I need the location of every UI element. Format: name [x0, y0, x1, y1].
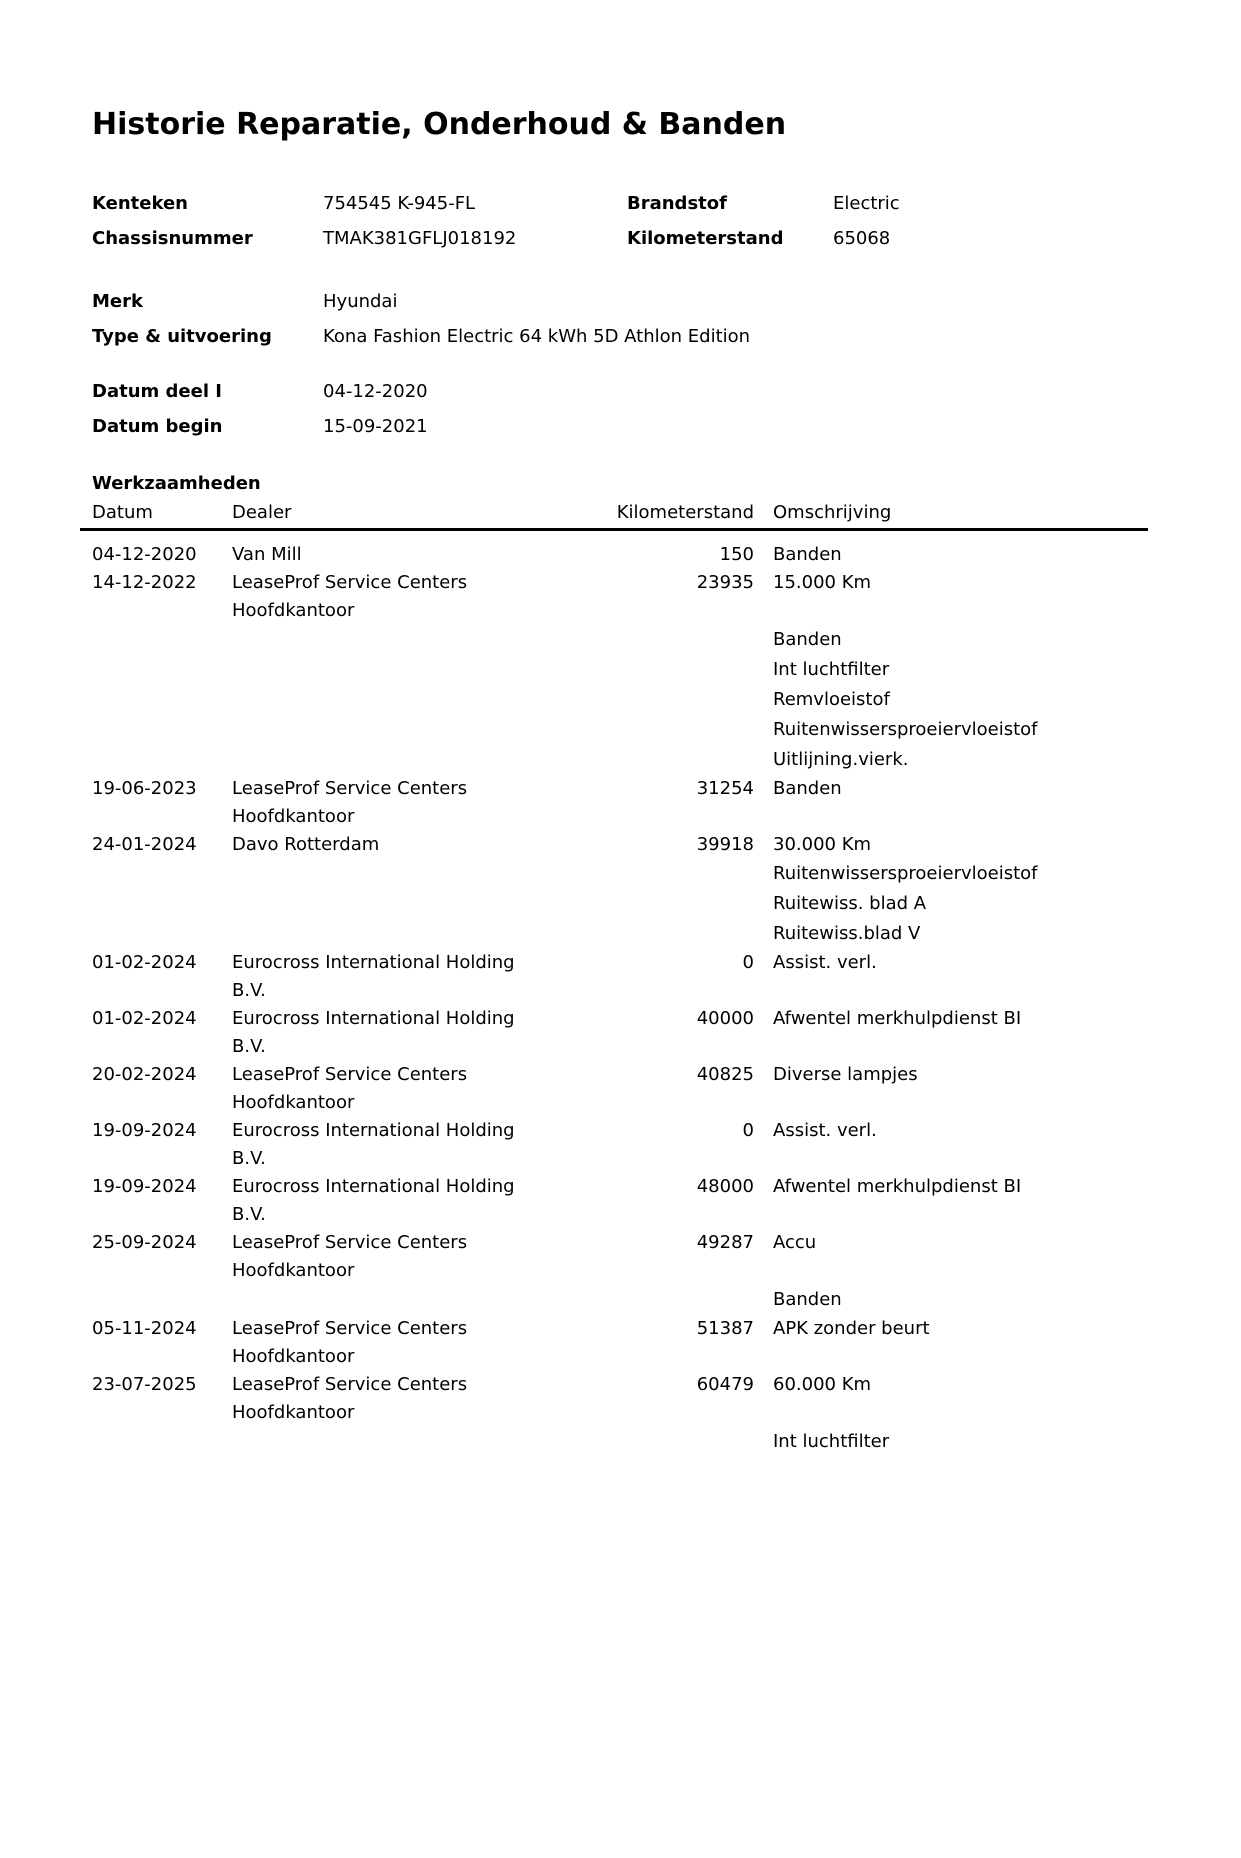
work-extra-line: Ruitewiss. blad A: [773, 893, 927, 914]
vehicle-identity-section: [92, 186, 1181, 256]
work-record: [92, 1315, 1148, 1371]
work-record: [92, 949, 1148, 1005]
work-omschrijving: Assist. verl.: [773, 1120, 877, 1141]
work-extra-line: Banden: [773, 1289, 842, 1310]
work-extra-lines: [92, 625, 1148, 775]
work-extra-line: Uitlijning.vierk.: [773, 749, 909, 770]
work-date: 20-02-2024: [92, 1064, 197, 1085]
work-omschrijving: Afwentel merkhulpdienst BI: [773, 1176, 1022, 1197]
work-kilometerstand: 40825: [696, 1064, 754, 1085]
work-kilometerstand: 0: [742, 1120, 754, 1141]
column-header-dealer: Dealer: [232, 502, 292, 523]
work-table-header-row: [92, 502, 1148, 524]
work-table-header: [80, 502, 1148, 531]
work-date: 05-11-2024: [92, 1318, 197, 1339]
work-kilometerstand: 0: [742, 952, 754, 973]
work-date: 01-02-2024: [92, 952, 197, 973]
work-record-main-row: [92, 1173, 1148, 1229]
work-omschrijving: Banden: [773, 778, 842, 799]
work-record: [92, 1005, 1148, 1061]
field-label: Merk: [92, 291, 143, 312]
info-row: [92, 186, 1181, 221]
field-label: Datum deel I: [92, 381, 222, 402]
column-header-datum: Datum: [92, 502, 153, 523]
info-row: [92, 221, 1181, 256]
work-extra-line: Banden: [773, 629, 842, 650]
work-dealer: Davo Rotterdam: [232, 834, 380, 855]
work-dealer: LeaseProf Service Centers Hoofdkantoor: [232, 778, 468, 827]
work-omschrijving: Diverse lampjes: [773, 1064, 918, 1085]
work-omschrijving: 60.000 Km: [773, 1374, 872, 1395]
vehicle-brand-section: [92, 284, 1181, 354]
work-record-main-row: [92, 1315, 1148, 1371]
work-omschrijving: APK zonder beurt: [773, 1318, 930, 1339]
work-kilometerstand: 150: [719, 544, 754, 565]
work-dealer: Eurocross International Holding B.V.: [232, 952, 515, 1001]
work-kilometerstand: 51387: [696, 1318, 754, 1339]
work-dealer: Eurocross International Holding B.V.: [232, 1008, 515, 1057]
work-record-main-row: [92, 1371, 1148, 1427]
work-date: 19-09-2024: [92, 1120, 197, 1141]
work-record-main-row: [92, 949, 1148, 1005]
work-omschrijving: Accu: [773, 1232, 817, 1253]
info-row: [92, 319, 1181, 354]
field-label: Kilometerstand: [627, 228, 784, 249]
work-date: 19-06-2023: [92, 778, 197, 799]
work-kilometerstand: 39918: [696, 834, 754, 855]
work-omschrijving: Banden: [773, 544, 842, 565]
work-date: 14-12-2022: [92, 572, 197, 593]
work-omschrijving: 30.000 Km: [773, 834, 872, 855]
work-record: [92, 1229, 1148, 1315]
work-record-main-row: [92, 1229, 1148, 1285]
work-extra-line: Ruitenwissersproeiervloeistof: [773, 719, 1038, 740]
work-date: 04-12-2020: [92, 544, 197, 565]
work-record: [92, 1173, 1148, 1229]
werkzaamheden-section: [92, 470, 1181, 1457]
document-page: [92, 104, 1181, 1457]
werkzaamheden-heading: Werkzaamheden: [92, 473, 261, 494]
work-date: 23-07-2025: [92, 1374, 197, 1395]
field-label: Type & uitvoering: [92, 326, 272, 347]
work-kilometerstand: 31254: [696, 778, 754, 799]
work-dealer: LeaseProf Service Centers Hoofdkantoor: [232, 1232, 468, 1281]
work-extra-line: Ruitewiss.blad V: [773, 923, 921, 944]
field-value: Kona Fashion Electric 64 kWh 5D Athlon Edition: [323, 326, 751, 347]
field-value: 15-09-2021: [323, 416, 428, 437]
work-dealer: Eurocross International Holding B.V.: [232, 1120, 515, 1169]
work-date: 19-09-2024: [92, 1176, 197, 1197]
work-record-main-row: [92, 1061, 1148, 1117]
vehicle-dates-section: [92, 374, 1181, 444]
work-omschrijving: Assist. verl.: [773, 952, 877, 973]
work-record: [92, 1117, 1148, 1173]
work-kilometerstand: 48000: [696, 1176, 754, 1197]
page-title: Historie Reparatie, Onderhoud & Banden: [92, 107, 787, 142]
field-value: 754545 K-945-FL: [323, 193, 476, 214]
work-extra-line: Remvloeistof: [773, 689, 890, 710]
work-extra-line: Int luchtfilter: [773, 659, 890, 680]
info-row: [92, 284, 1181, 319]
info-row: [92, 374, 1181, 409]
field-label: Kenteken: [92, 193, 188, 214]
work-dealer: LeaseProf Service Centers Hoofdkantoor: [232, 1318, 468, 1367]
work-dealer: LeaseProf Service Centers Hoofdkantoor: [232, 572, 468, 621]
work-record-main-row: [92, 831, 1148, 859]
field-value: TMAK381GFLJ018192: [323, 228, 517, 249]
work-record: [92, 1371, 1148, 1457]
work-extra-lines: [92, 1285, 1148, 1315]
work-record: [92, 831, 1148, 949]
work-table: [80, 502, 1148, 1457]
work-record-main-row: [92, 569, 1148, 625]
work-table-body: [80, 531, 1148, 1457]
work-kilometerstand: 60479: [696, 1374, 754, 1395]
work-record: [92, 775, 1148, 831]
work-extra-lines: [92, 859, 1148, 949]
work-date: 25-09-2024: [92, 1232, 197, 1253]
work-extra-line: Int luchtfilter: [773, 1431, 890, 1452]
work-date: 24-01-2024: [92, 834, 197, 855]
field-value: Hyundai: [323, 291, 398, 312]
info-row: [92, 409, 1181, 444]
work-dealer: LeaseProf Service Centers Hoofdkantoor: [232, 1374, 468, 1423]
work-record-main-row: [92, 775, 1148, 831]
work-record: [92, 569, 1148, 775]
work-date: 01-02-2024: [92, 1008, 197, 1029]
work-record: [92, 541, 1148, 569]
work-dealer: Van Mill: [232, 544, 302, 565]
work-record-main-row: [92, 1005, 1148, 1061]
work-record: [92, 1061, 1148, 1117]
column-header-kilometerstand: Kilometerstand: [616, 502, 754, 523]
work-kilometerstand: 23935: [696, 572, 754, 593]
work-kilometerstand: 40000: [696, 1008, 754, 1029]
work-kilometerstand: 49287: [696, 1232, 754, 1253]
work-dealer: LeaseProf Service Centers Hoofdkantoor: [232, 1064, 468, 1113]
work-omschrijving: Afwentel merkhulpdienst BI: [773, 1008, 1022, 1029]
work-extra-lines: [92, 1427, 1148, 1457]
work-record-main-row: [92, 541, 1148, 569]
field-label: Brandstof: [627, 193, 727, 214]
work-record-main-row: [92, 1117, 1148, 1173]
field-value: 65068: [833, 228, 891, 249]
column-header-omschrijving: Omschrijving: [773, 502, 892, 523]
field-label: Chassisnummer: [92, 228, 253, 249]
work-extra-line: Ruitenwissersproeiervloeistof: [773, 863, 1038, 884]
field-value: Electric: [833, 193, 900, 214]
work-omschrijving: 15.000 Km: [773, 572, 872, 593]
field-value: 04-12-2020: [323, 381, 428, 402]
work-dealer: Eurocross International Holding B.V.: [232, 1176, 515, 1225]
field-label: Datum begin: [92, 416, 223, 437]
